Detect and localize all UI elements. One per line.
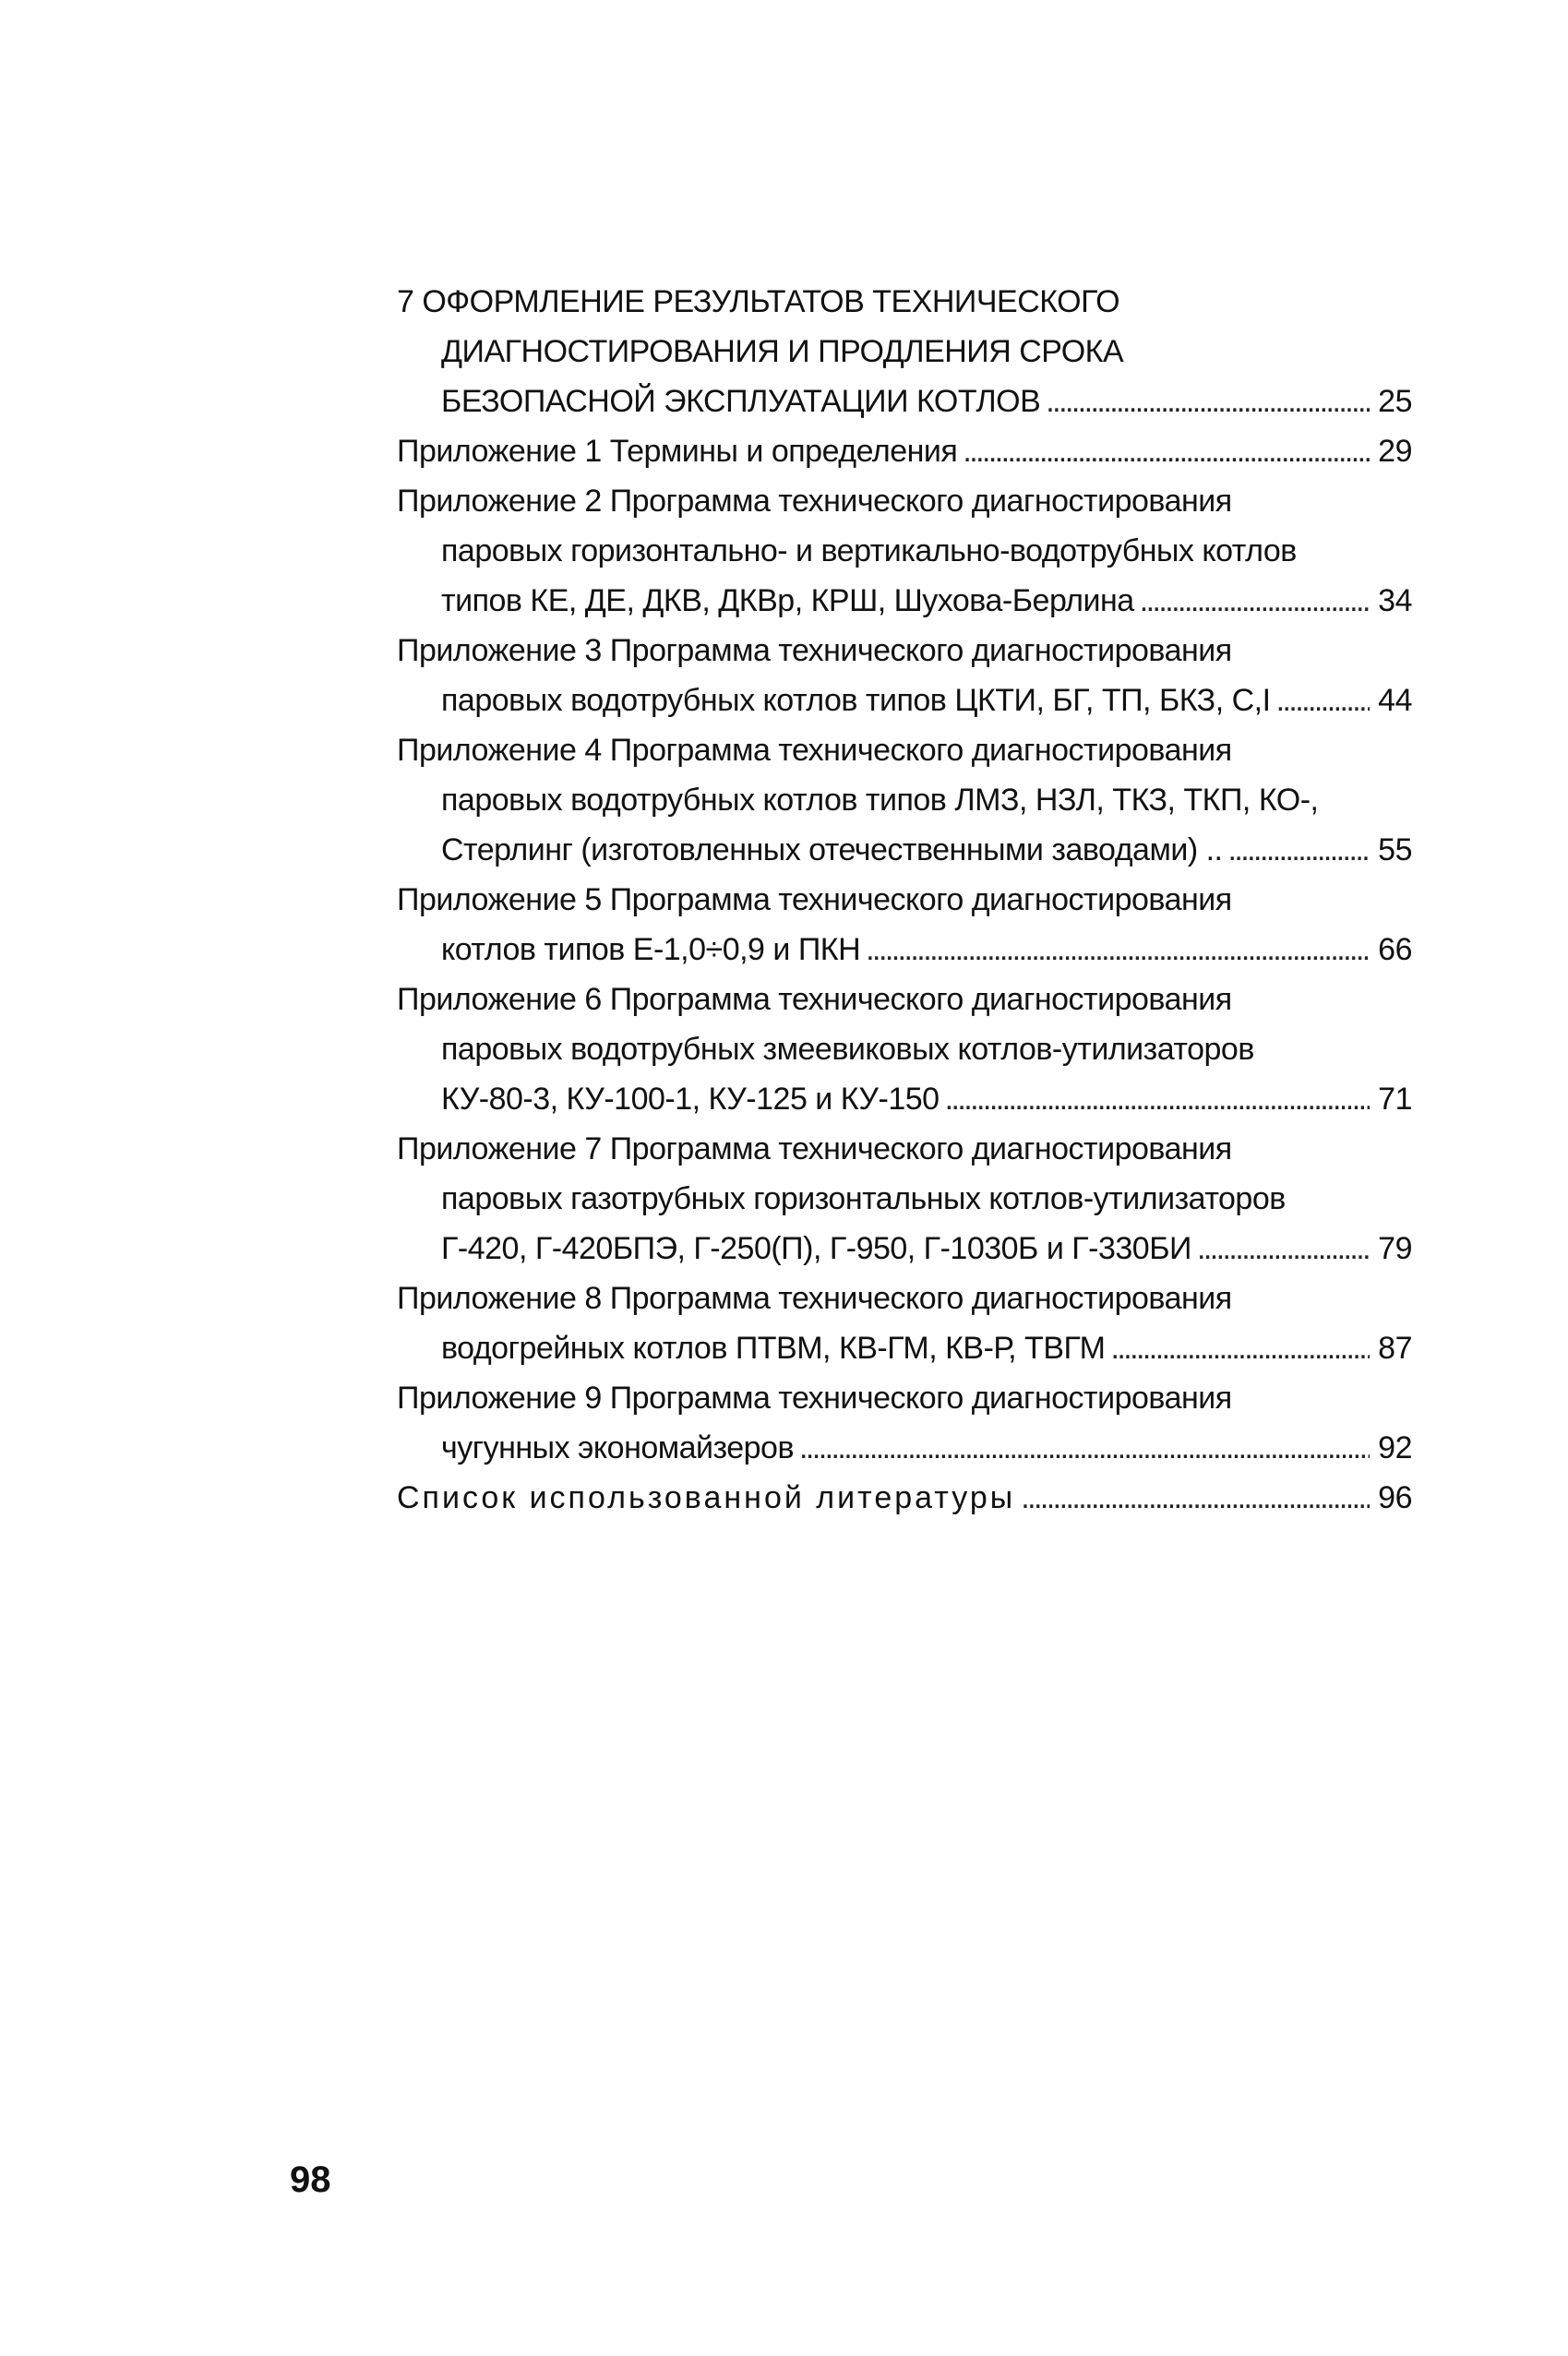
toc-entry (397, 725, 1412, 875)
toc-page-number: 96 (1378, 1480, 1412, 1515)
toc-entry-title: Приложение 3 Программа технического диагностирования (397, 633, 1232, 668)
toc-page-number: 92 (1378, 1430, 1412, 1465)
dot-leader (866, 925, 1370, 975)
toc-entry (397, 1274, 1412, 1373)
toc-entry (397, 1473, 1412, 1523)
toc-entry-title: КУ-80-3, КУ-100-1, КУ-125 и КУ-150 (441, 1082, 940, 1117)
dot-leader (1110, 1323, 1370, 1373)
table-of-contents (397, 277, 1412, 1523)
dot-leader (1197, 1224, 1370, 1274)
toc-entry-title: водогрейных котлов ПТВМ, КВ-ГМ, КВ-Р, ТВГМ (441, 1331, 1106, 1366)
toc-entry-title: Приложение 1 Термины и определения (397, 434, 958, 469)
toc-page-number: 44 (1378, 683, 1412, 718)
toc-entry (397, 875, 1412, 975)
dot-leader (1046, 377, 1370, 426)
toc-entry (397, 975, 1412, 1124)
toc-entry-title: Приложение 4 Программа технического диагностирования (397, 733, 1232, 768)
toc-entry-title: паровых водотрубных котлов типов ЦКТИ, БГ, ТП, БКЗ, C,I (441, 683, 1271, 718)
toc-page-number: 66 (1378, 932, 1412, 967)
toc-page-number: 55 (1378, 832, 1412, 867)
dot-leader (1140, 576, 1370, 626)
toc-entry-title: Г-420, Г-420БПЭ, Г-250(П), Г-950, Г-1030Б и Г-330БИ (441, 1231, 1191, 1266)
toc-entry-title: паровых горизонтально- и вертикально-водотрубных котлов (441, 533, 1297, 568)
toc-entry (397, 1373, 1412, 1473)
dot-leader (963, 426, 1370, 476)
dot-leader (799, 1423, 1370, 1473)
toc-entry-title: чугунных экономайзеров (441, 1430, 795, 1465)
toc-entry-title: БЕЗОПАСНОЙ ЭКСПЛУАТАЦИИ КОТЛОВ (441, 384, 1041, 419)
toc-entry (397, 1124, 1412, 1274)
dot-leader (1227, 825, 1370, 875)
toc-entry-title: паровых водотрубных котлов типов ЛМЗ, НЗЛ, ТКЗ, ТКП, КО-, (441, 783, 1319, 818)
toc-entry-title: паровых газотрубных горизонтальных котлов-утилизаторов (441, 1181, 1286, 1216)
toc-entry-title: Список использованной литературы (397, 1480, 1016, 1515)
dot-leader (1276, 676, 1370, 725)
toc-entry-title: ДИАГНОСТИРОВАНИЯ И ПРОДЛЕНИЯ СРОКА (441, 334, 1124, 369)
toc-entry-title: Приложение 8 Программа технического диагностирования (397, 1281, 1232, 1316)
toc-entry-title: паровых водотрубных змеевиковых котлов-утилизаторов (441, 1032, 1254, 1067)
toc-entry (397, 476, 1412, 626)
toc-entry-title: Приложение 5 Программа технического диагностирования (397, 882, 1232, 917)
toc-entry (397, 426, 1412, 476)
toc-page-number: 71 (1378, 1082, 1412, 1117)
toc-entry-title: Приложение 7 Программа технического диагностирования (397, 1131, 1232, 1166)
toc-entry-title: Стерлинг (изготовленных отечественными заводами) .. (441, 832, 1223, 867)
toc-entry-title: Приложение 9 Программа технического диагностирования (397, 1381, 1232, 1416)
toc-entry-title: 7 ОФОРМЛЕНИЕ РЕЗУЛЬТАТОВ ТЕХНИЧЕСКОГО (397, 284, 1120, 319)
page-number: 98 (290, 2159, 331, 2200)
toc-page-number: 25 (1378, 384, 1412, 419)
toc-entry (397, 626, 1412, 725)
toc-page-number: 34 (1378, 583, 1412, 618)
toc-entry (397, 277, 1412, 426)
dot-leader (945, 1074, 1370, 1124)
toc-page-number: 29 (1378, 434, 1412, 469)
toc-page-number: 87 (1378, 1331, 1412, 1366)
toc-entry-title: Приложение 6 Программа технического диагностирования (397, 982, 1232, 1017)
dot-leader (1021, 1473, 1370, 1523)
toc-entry-title: котлов типов Е-1,0÷0,9 и ПКН (441, 932, 861, 967)
toc-entry-title: типов КЕ, ДЕ, ДКВ, ДКВр, КРШ, Шухова-Берлина (441, 583, 1134, 618)
toc-page-number: 79 (1378, 1231, 1412, 1266)
toc-entry-title: Приложение 2 Программа технического диагностирования (397, 484, 1232, 519)
